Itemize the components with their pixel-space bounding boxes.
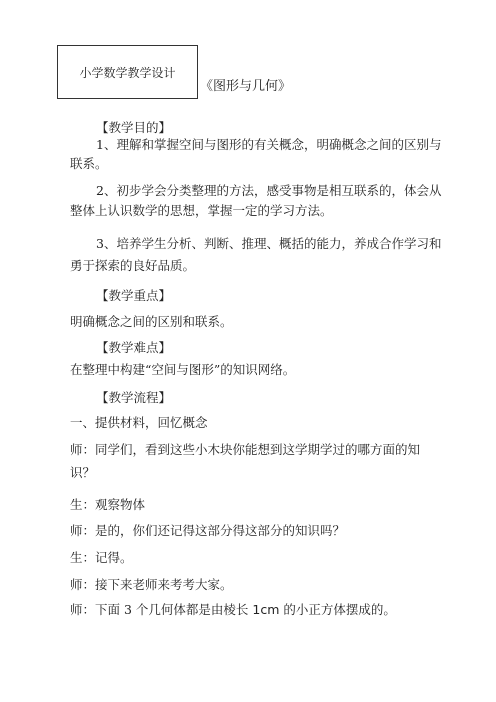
- teacher-4-unit: 1cm: [252, 602, 280, 617]
- difficult-heading: 【教学难点】: [96, 340, 172, 355]
- student-1: 生：观察物体: [70, 497, 146, 512]
- step-1: 一、提供材料，回忆概念: [70, 415, 208, 430]
- goal-1-line-2: 联系。: [70, 156, 108, 171]
- teacher-4-part-a: 师：下面 3 个几何体都是由棱长: [70, 602, 253, 617]
- process-heading: 【教学流程】: [96, 390, 172, 405]
- teacher-4: [70, 602, 440, 618]
- difficult-text: 在整理中构建“空间与图形”的知识网络。: [70, 362, 296, 377]
- teacher-3: 师：接下来老师来考考大家。: [70, 577, 233, 592]
- goal-1-line-1: 1、理解和掌握空间与图形的有关概念，明确概念之间的区别与: [96, 137, 442, 152]
- goals-heading: 【教学目的】: [96, 120, 172, 135]
- key-heading: 【教学重点】: [96, 288, 172, 303]
- teacher-1-line-2: 识？: [70, 465, 96, 480]
- goal-3-line-1: 3、培养学生分析、判断、推理、概括的能力，养成合作学习和: [96, 236, 442, 251]
- key-text: 明确概念之间的区别和联系。: [70, 314, 233, 329]
- title-suffix: 《图形与几何》: [200, 79, 292, 94]
- teacher-4-part-c: 的小正方体摆成的。: [279, 602, 396, 617]
- boxed-title: 小学数学教学设计: [57, 45, 198, 99]
- goal-2-line-1: 2、初步学会分类整理的方法，感受事物是相互联系的，体会从: [96, 183, 442, 198]
- goal-3-line-2: 勇于探索的良好品质。: [70, 258, 196, 273]
- teacher-1-line-1: 师：同学们，看到这些小木块你能想到这学期学过的哪方面的知: [70, 442, 421, 457]
- student-2: 生：记得。: [70, 550, 133, 565]
- teacher-2: 师：是的，你们还记得这部分得这部分的知识吗？: [70, 523, 346, 538]
- goal-2-line-2: 整体上认识数学的思想，掌握一定的学习方法。: [70, 203, 333, 218]
